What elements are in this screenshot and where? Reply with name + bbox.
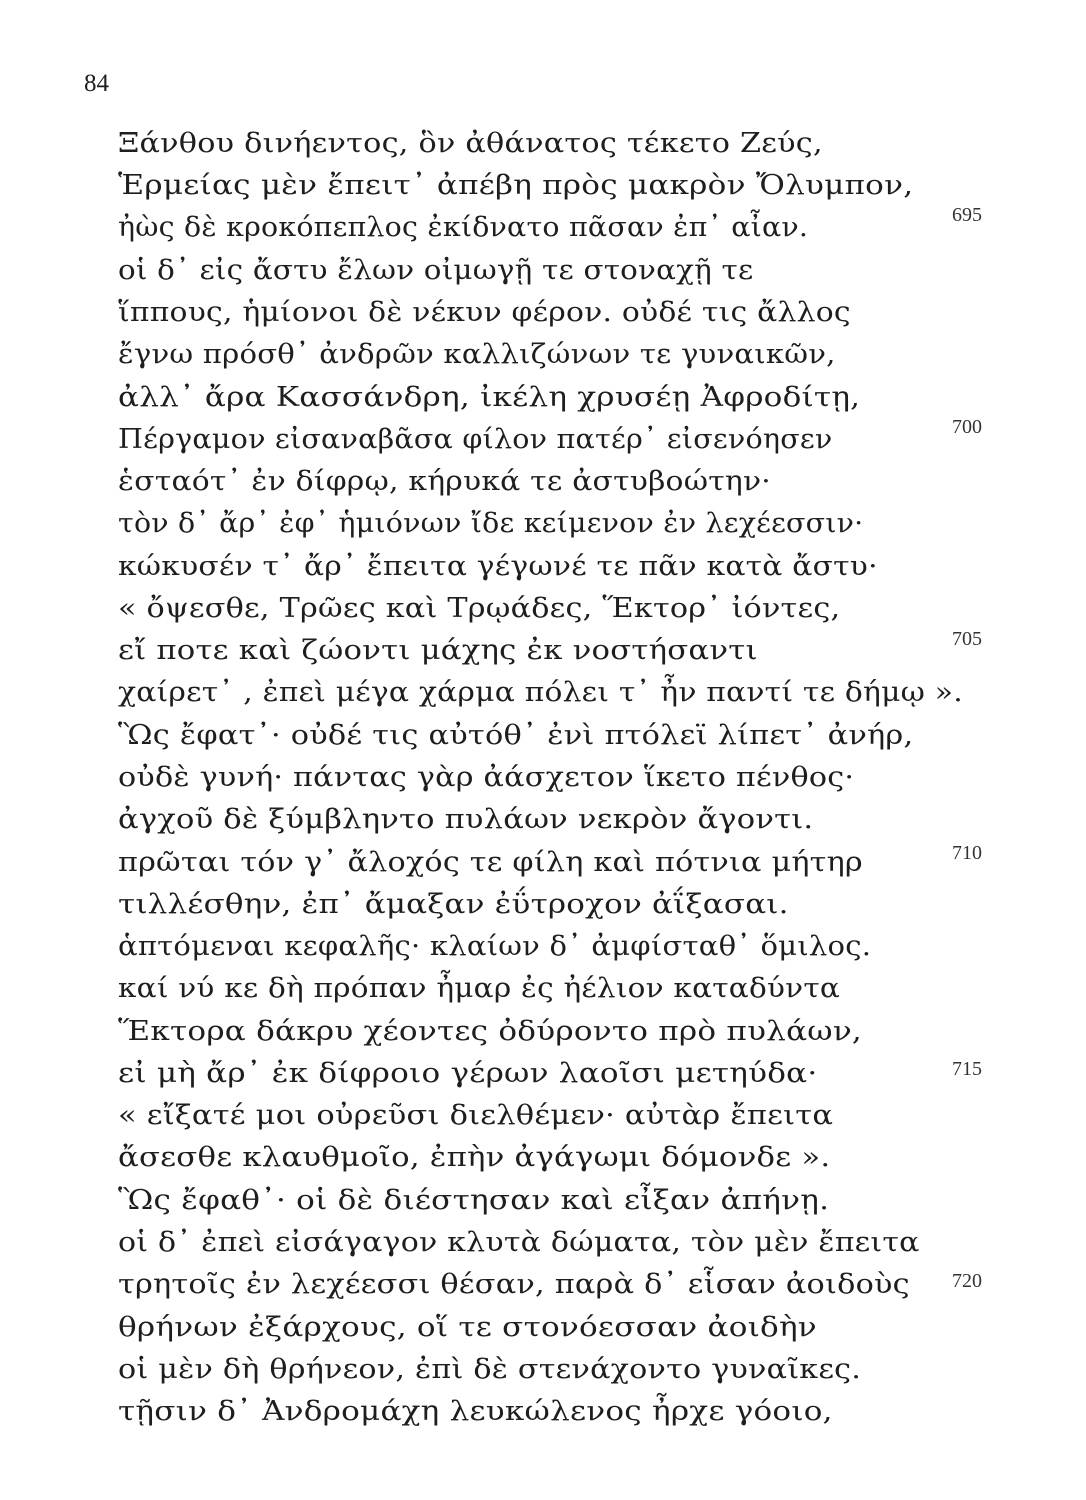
verse-line: χαίρετ᾽ , ἐπεὶ μέγα χάρμα πόλει τ᾽ ἦν παντί τε δήμῳ ». [118, 677, 963, 708]
verse-line: Πέργαμον εἰσαναβᾶσα φίλον πατέρ᾽ εἰσενόησεν [118, 424, 833, 455]
verse-line: θρήνων ἐξάρχους, οἵ τε στονόεσσαν ἀοιδὴν [118, 1312, 817, 1343]
verse-line: οὐδὲ γυνή· πάντας γὰρ ἀάσχετον ἵκετο πένθος· [118, 762, 855, 793]
verse-line: Ξάνθου δινήεντος, ὃν ἀθάνατος τέκετο Ζεύς, [118, 128, 823, 159]
verse-line: τῇσιν δ᾽ Ἀνδρομάχη λευκώλενος ἦρχε γόοιο, [118, 1396, 833, 1427]
verse-line: Ἑρμείας μὲν ἔπειτ᾽ ἀπέβη πρὸς μακρὸν Ὄλυμπον, [118, 170, 914, 201]
verse-line: κώκυσέν τ᾽ ἄρ᾽ ἔπειτα γέγωνέ τε πᾶν κατὰ ἄστυ· [118, 551, 878, 582]
verse-line: καί νύ κε δὴ πρόπαν ἦμαρ ἐς ἠέλιον καταδύντα [118, 973, 841, 1004]
verse-line: Ἕκτορα δάκρυ χέοντες ὀδύροντο πρὸ πυλάων, [118, 1016, 863, 1047]
verse-line: ἔγνω πρόσθ᾽ ἀνδρῶν καλλιζώνων τε γυναικῶν, [118, 339, 836, 370]
verse-line: ἁπτόμεναι κεφαλῆς· κλαίων δ᾽ ἀμφίσταθ᾽ ὅμιλος. [118, 931, 872, 962]
verse-line: ἑσταότ᾽ ἐν δίφρῳ, κήρυκά τε ἀστυβοώτην· [118, 466, 771, 497]
verse-line: τὸν δ᾽ ἄρ᾽ ἐφ᾽ ἡμιόνων ἴδε κείμενον ἐν λεχέεσσιν· [118, 508, 864, 539]
verse-line: « ὄψεσθε, Τρῶες καὶ Τρῳάδες, Ἕκτορ᾽ ἰόντες, [118, 593, 841, 624]
verse-line: τρητοῖς ἐν λεχέεσσι θέσαν, παρὰ δ᾽ εἷσαν ἀοιδοὺς [118, 1269, 910, 1300]
verse-line: εἴ ποτε καὶ ζώοντι μάχης ἐκ νοστήσαντι [118, 635, 758, 666]
verse-line: ἠὼς δὲ κροκόπεπλος ἐκίδνατο πᾶσαν ἐπ᾽ αἶαν. [118, 212, 809, 243]
verse-line: οἱ δ᾽ εἰς ἄστυ ἔλων οἰμωγῇ τε στοναχῇ τε [118, 255, 754, 286]
verse-line: « εἴξατέ μοι οὐρεῦσι διελθέμεν· αὐτὰρ ἔπειτα [118, 1100, 834, 1131]
verse-line: εἰ μὴ ἄρ᾽ ἐκ δίφροιο γέρων λαοῖσι μετηύδα· [118, 1058, 818, 1089]
verse-line: πρῶται τόν γ᾽ ἄλοχός τε φίλη καὶ πότνια μήτηρ [118, 847, 863, 878]
line-number: 715 [952, 1058, 982, 1080]
verse-line: Ὣς ἔφατ᾽· οὐδέ τις αὐτόθ᾽ ἐνὶ πτόλεϊ λίπετ᾽ ἀνήρ, [118, 720, 914, 751]
line-number: 705 [952, 628, 982, 650]
verse-line: οἱ μὲν δὴ θρήνεον, ἐπὶ δὲ στενάχοντο γυναῖκες. [118, 1354, 862, 1385]
verse-line: Ὣς ἔφαθ᾽· οἱ δὲ διέστησαν καὶ εἶξαν ἀπήνῃ. [118, 1185, 830, 1216]
verse-line: ἄσεσθε κλαυθμοῖο, ἐπὴν ἀγάγωμι δόμονδε ». [118, 1142, 831, 1173]
verse-line: ἀγχοῦ δὲ ξύμβληντο πυλάων νεκρὸν ἄγοντι. [118, 804, 814, 835]
line-number: 700 [952, 416, 982, 438]
verse-line: τιλλέσθην, ἐπ᾽ ἄμαξαν ἐΰτροχον ἀΐξασαι. [118, 889, 789, 920]
page-number: 84 [84, 70, 109, 97]
line-number: 695 [952, 204, 982, 226]
line-number: 720 [952, 1270, 982, 1292]
line-number: 710 [952, 842, 982, 864]
verse-line: ἀλλ᾽ ἄρα Κασσάνδρη, ἰκέλη χρυσέῃ Ἀφροδίτῃ, [118, 382, 861, 413]
verse-line: οἱ δ᾽ ἐπεὶ εἰσάγαγον κλυτὰ δώματα, τὸν μὲν ἔπειτα [118, 1227, 920, 1258]
verse-line: ἵππους, ἡμίονοι δὲ νέκυν φέρον. οὐδέ τις ἄλλος [118, 297, 851, 328]
